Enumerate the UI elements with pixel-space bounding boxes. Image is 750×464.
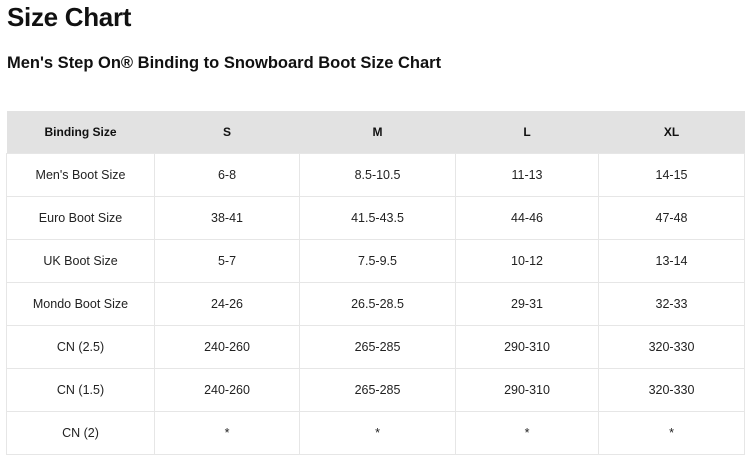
row-label: Mondo Boot Size: [7, 283, 155, 326]
header-l: L: [456, 111, 599, 154]
cell: *: [456, 412, 599, 455]
cell: 240-260: [155, 326, 300, 369]
row-label: UK Boot Size: [7, 240, 155, 283]
cell: 44-46: [456, 197, 599, 240]
cell: 29-31: [456, 283, 599, 326]
cell: 320-330: [599, 369, 745, 412]
chart-subtitle: Men's Step On® Binding to Snowboard Boot Size Chart: [7, 54, 442, 72]
size-chart-table: [6, 111, 745, 455]
cell: 41.5-43.5: [300, 197, 456, 240]
cell: *: [300, 412, 456, 455]
header-m: M: [300, 111, 456, 154]
cell: 5-7: [155, 240, 300, 283]
page-title: Size Chart: [7, 2, 132, 32]
cell: *: [599, 412, 745, 455]
cell: 8.5-10.5: [300, 154, 456, 197]
table-row: [7, 154, 745, 197]
header-s: S: [155, 111, 300, 154]
table-row: [7, 240, 745, 283]
table-row: [7, 197, 745, 240]
table-row: [7, 326, 745, 369]
cell: 47-48: [599, 197, 745, 240]
cell: 265-285: [300, 326, 456, 369]
row-label: Men's Boot Size: [7, 154, 155, 197]
cell: 11-13: [456, 154, 599, 197]
table-row: [7, 412, 745, 455]
row-label: CN (2): [7, 412, 155, 455]
table-row: [7, 283, 745, 326]
table-row: [7, 369, 745, 412]
cell: 26.5-28.5: [300, 283, 456, 326]
row-label: CN (2.5): [7, 326, 155, 369]
header-binding-size: Binding Size: [7, 111, 155, 154]
header-xl: XL: [599, 111, 745, 154]
cell: 320-330: [599, 326, 745, 369]
cell: 7.5-9.5: [300, 240, 456, 283]
cell: 32-33: [599, 283, 745, 326]
cell: 265-285: [300, 369, 456, 412]
cell: 240-260: [155, 369, 300, 412]
cell: 290-310: [456, 369, 599, 412]
cell: 38-41: [155, 197, 300, 240]
header-row: [7, 111, 745, 154]
cell: 290-310: [456, 326, 599, 369]
row-label: Euro Boot Size: [7, 197, 155, 240]
cell: *: [155, 412, 300, 455]
row-label: CN (1.5): [7, 369, 155, 412]
cell: 24-26: [155, 283, 300, 326]
cell: 14-15: [599, 154, 745, 197]
cell: 6-8: [155, 154, 300, 197]
cell: 13-14: [599, 240, 745, 283]
cell: 10-12: [456, 240, 599, 283]
